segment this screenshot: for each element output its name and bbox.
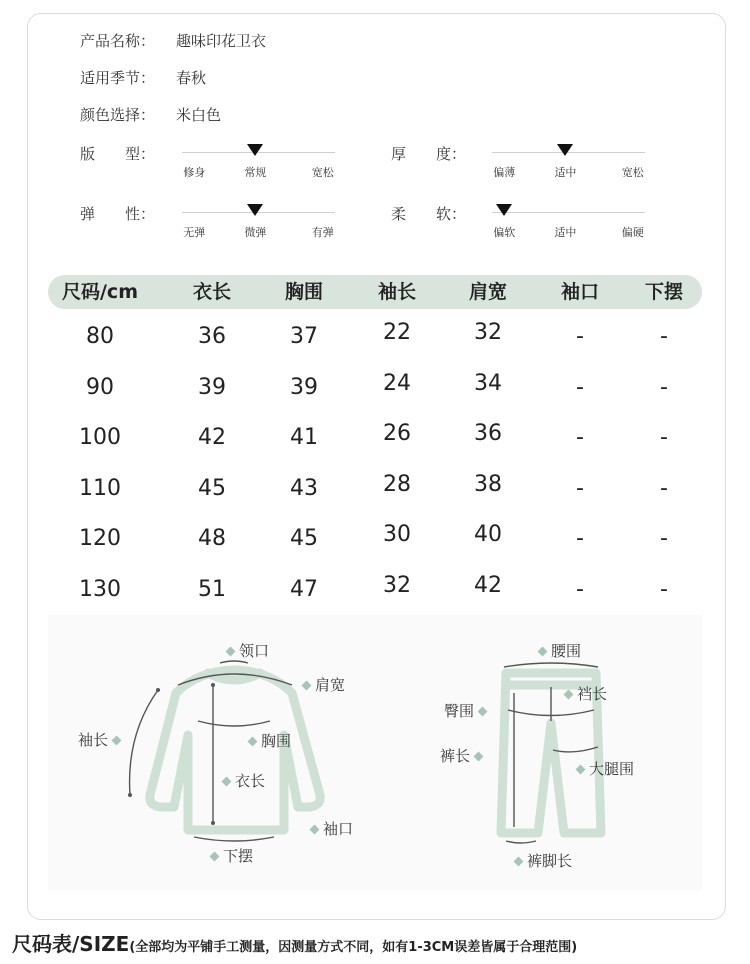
info-color xyxy=(80,104,221,125)
table-cell: 45 xyxy=(290,526,318,552)
label-rise: 裆长 xyxy=(560,683,607,704)
table-header-cell: 尺码/cm xyxy=(61,281,139,303)
attr-elasticity-label: 弹 性： xyxy=(80,205,156,223)
table-cell: - xyxy=(576,577,584,602)
label-length: 衣长 xyxy=(218,770,265,791)
label-cuff: 袖口 xyxy=(306,818,353,839)
table-cell: 45 xyxy=(198,475,226,501)
table-header-cell: 肩宽 xyxy=(468,281,508,303)
scale-option: 微弹 xyxy=(244,226,267,239)
diamond-icon xyxy=(226,647,236,657)
label-hip: 臀围 xyxy=(444,700,491,721)
table-cell: - xyxy=(660,425,668,451)
fit-scale xyxy=(182,142,335,182)
info-value: 米白色 xyxy=(176,106,222,124)
elasticity-scale xyxy=(182,202,335,242)
label-shoulder: 肩宽 xyxy=(298,674,345,695)
label-thigh: 大腿围 xyxy=(572,758,634,779)
measurement-diagram xyxy=(48,615,702,890)
scale-option: 宽松 xyxy=(311,166,334,179)
attr-thickness-label: 厚 度： xyxy=(391,145,467,163)
label-hem: 下摆 xyxy=(206,845,253,866)
table-cell: 42 xyxy=(474,573,502,598)
diamond-icon xyxy=(222,777,232,787)
label-sleeve: 袖长 xyxy=(78,729,125,750)
selected-marker xyxy=(496,204,512,216)
table-cell: 28 xyxy=(383,471,411,497)
diamond-icon xyxy=(248,737,258,747)
selected-marker xyxy=(247,204,263,216)
selected-marker xyxy=(247,144,263,156)
table-cell: 120 xyxy=(79,526,121,552)
table-header-cell: 下摆 xyxy=(644,281,684,303)
table-cell: 42 xyxy=(198,425,226,451)
table-cell: 24 xyxy=(383,370,411,396)
table-cell: 30 xyxy=(383,522,411,548)
scale-option: 偏薄 xyxy=(493,166,516,179)
diamond-icon xyxy=(564,690,574,700)
label-leg-opening: 裤脚长 xyxy=(510,850,572,871)
footer-title: 尺码表/SIZE xyxy=(12,932,130,956)
attr-softness-label: 柔 软： xyxy=(391,205,467,223)
table-cell: 39 xyxy=(198,374,226,400)
selected-marker xyxy=(557,144,573,156)
diamond-icon xyxy=(474,752,484,762)
table-cell: 130 xyxy=(79,577,121,602)
info-label: 适用季节： xyxy=(80,69,156,87)
table-cell: 110 xyxy=(79,475,121,501)
table-cell: 90 xyxy=(86,374,114,400)
table-cell: 43 xyxy=(290,475,318,501)
diamond-icon xyxy=(112,736,122,746)
label-pants-length: 裤长 xyxy=(440,745,487,766)
info-value: 春秋 xyxy=(176,69,207,87)
scale-option: 偏软 xyxy=(493,226,516,239)
diamond-icon xyxy=(478,707,488,717)
table-cell: - xyxy=(660,475,668,501)
footer-note: (全部均为平铺手工测量，因测量方式不同，如有1-3CM误差皆属于合理范围) xyxy=(129,940,578,955)
table-header-cell: 衣长 xyxy=(192,281,232,303)
scale-option: 常规 xyxy=(244,166,267,179)
table-cell: 32 xyxy=(383,573,411,598)
scale-option: 无弹 xyxy=(183,226,206,239)
info-value: 趣味印花卫衣 xyxy=(176,32,267,50)
scale-line xyxy=(492,212,645,213)
table-cell: 41 xyxy=(290,425,318,451)
table-cell: 47 xyxy=(290,577,318,602)
table-cell: 80 xyxy=(86,324,114,349)
table-cell: 38 xyxy=(474,471,502,497)
table-cell: - xyxy=(576,475,584,501)
scale-option: 修身 xyxy=(183,166,206,179)
table-header-cell: 袖长 xyxy=(377,281,417,303)
table-cell: 22 xyxy=(383,320,411,345)
table-cell: - xyxy=(660,526,668,552)
diamond-icon xyxy=(514,857,524,867)
table-cell: 39 xyxy=(290,374,318,400)
label-collar: 领口 xyxy=(222,640,269,661)
table-cell: 32 xyxy=(474,320,502,345)
table-cell: - xyxy=(660,374,668,400)
table-cell: - xyxy=(576,526,584,552)
info-label: 颜色选择： xyxy=(80,106,156,124)
footer-caption xyxy=(12,928,577,957)
table-cell: 34 xyxy=(474,370,502,396)
scale-option: 适中 xyxy=(554,166,577,179)
table-cell: 40 xyxy=(474,522,502,548)
table-cell: 100 xyxy=(79,425,121,451)
table-cell: - xyxy=(576,324,584,349)
diamond-icon xyxy=(576,765,586,775)
scale-option: 适中 xyxy=(554,226,577,239)
softness-scale xyxy=(492,202,645,242)
thickness-scale xyxy=(492,142,645,182)
table-cell: 36 xyxy=(198,324,226,349)
info-season xyxy=(80,67,206,88)
scale-option: 宽松 xyxy=(621,166,644,179)
sweatshirt-outline xyxy=(150,670,321,830)
table-cell: 51 xyxy=(198,577,226,602)
diamond-icon xyxy=(210,852,220,862)
table-cell: 48 xyxy=(198,526,226,552)
diamond-icon xyxy=(302,681,312,691)
diamond-icon xyxy=(538,647,548,657)
size-table-header xyxy=(48,275,702,309)
table-cell: 26 xyxy=(383,421,411,447)
attr-fit-label: 版 型： xyxy=(80,145,156,163)
table-header-cell: 袖口 xyxy=(560,281,600,303)
label-chest: 胸围 xyxy=(244,730,291,751)
sweatshirt-measure-lines xyxy=(130,661,292,841)
info-product-name xyxy=(80,30,266,51)
table-cell: - xyxy=(576,425,584,451)
table-cell: 36 xyxy=(474,421,502,447)
info-label: 产品名称： xyxy=(80,32,156,50)
scale-option: 偏硬 xyxy=(621,226,644,239)
scale-option: 有弹 xyxy=(311,226,334,239)
table-cell: - xyxy=(660,324,668,349)
garment-illustration xyxy=(48,615,702,890)
label-waist: 腰围 xyxy=(534,640,581,661)
table-cell: - xyxy=(576,374,584,400)
table-cell: - xyxy=(660,577,668,602)
table-header-cell: 胸围 xyxy=(284,281,324,303)
diamond-icon xyxy=(310,825,320,835)
table-cell: 37 xyxy=(290,324,318,349)
